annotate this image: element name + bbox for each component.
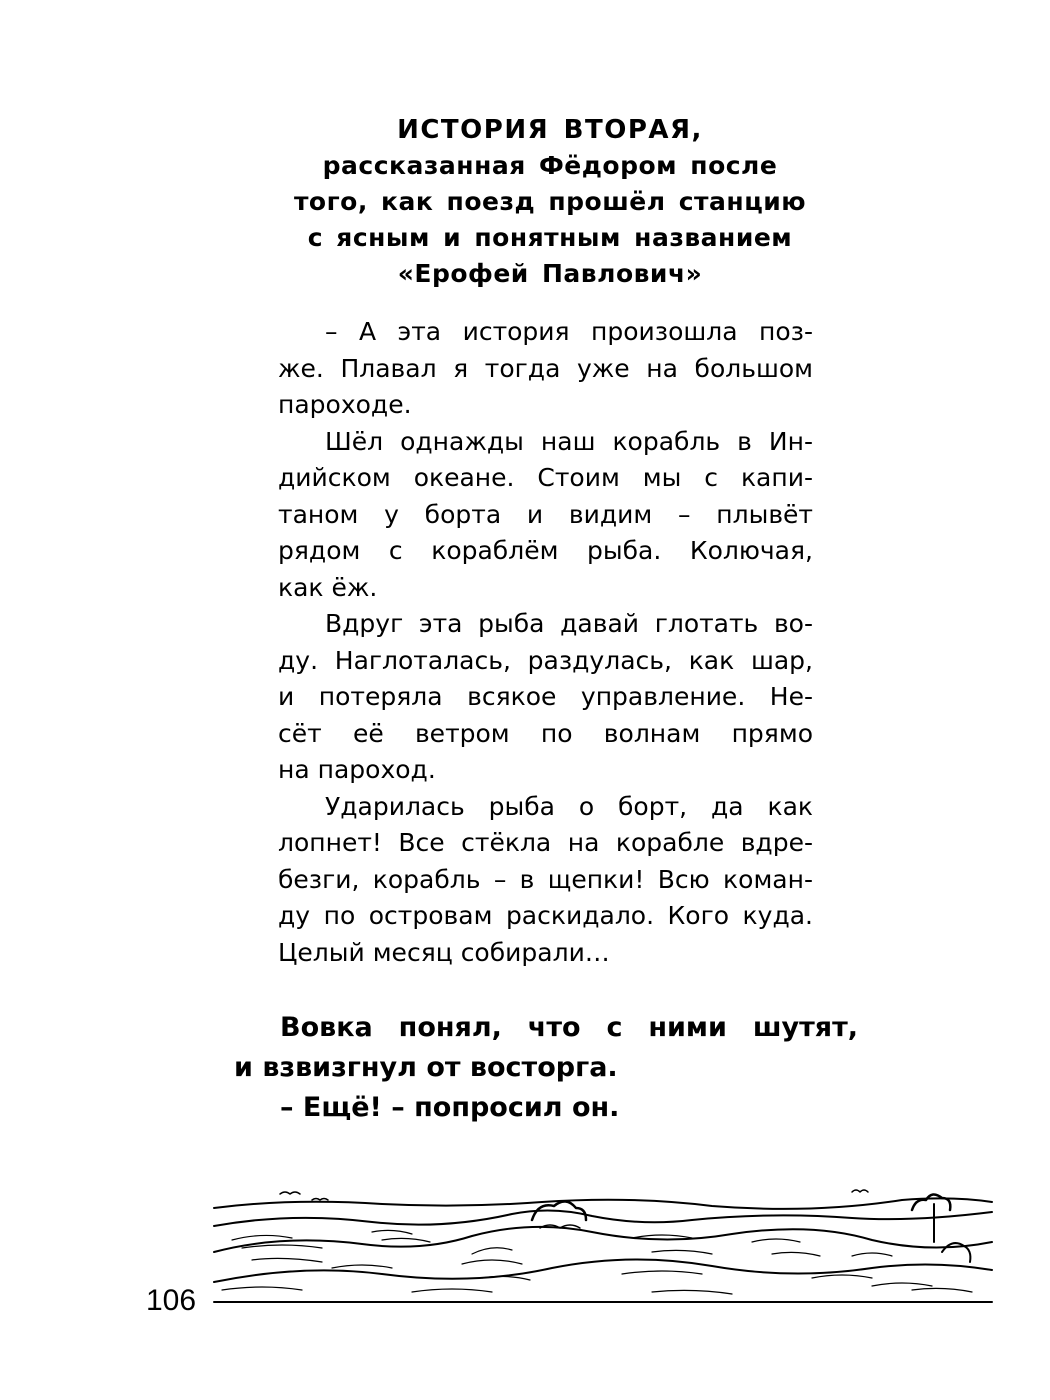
story-line: как ёж. — [278, 572, 378, 602]
story-line: Ударилась рыба о борт, да как — [325, 791, 813, 821]
story-line: безги, корабль – в щепки! Всю коман- — [278, 864, 813, 894]
narration-line: Вовка понял, что с ними шутят, — [280, 1012, 858, 1043]
story-line: таном у борта и видим – плывёт — [278, 499, 813, 529]
story-line: пароходе. — [278, 390, 412, 419]
story-line: рядом с кораблём рыба. Колючая, — [278, 536, 813, 565]
story-line: – А эта история произошла поз- — [325, 317, 813, 346]
story-line: дийском океане. Стоим мы с капи- — [278, 463, 813, 492]
narration-line: – Ещё! – попросил он. — [280, 1092, 620, 1123]
story-line: ду по островам раскидало. Кого куда. — [278, 901, 813, 930]
narration-line: и взвизгнул от восторга. — [234, 1052, 618, 1083]
page-number: 106 — [146, 1284, 197, 1317]
story-line: ду. Наглоталась, раздулась, как шар, — [278, 645, 813, 675]
chapter-subtitle-line: «Ерофей Павлович» — [397, 259, 703, 288]
story-text — [278, 314, 813, 971]
chapter-subtitle-line: с ясным и понятным названием — [307, 223, 793, 252]
landscape-illustration — [212, 1182, 994, 1312]
story-line: Целый месяц собирали… — [278, 937, 610, 967]
narration-text — [234, 1008, 858, 1128]
chapter-subtitle-line: того, как поезд прошёл станцию — [293, 187, 807, 216]
story-line: лопнет! Все стёкла на корабле вдре- — [278, 828, 813, 857]
chapter-heading — [270, 112, 830, 292]
story-line: Шёл однажды наш корабль в Ин- — [325, 426, 813, 456]
story-line: же. Плавал я тогда уже на большом — [278, 353, 813, 383]
story-line: и потеряла всякое управление. Не- — [278, 682, 813, 711]
story-line: на пароход. — [278, 755, 436, 784]
chapter-subtitle-line: рассказанная Фёдором после — [322, 151, 778, 180]
story-line: сёт её ветром по волнам прямо — [278, 718, 813, 748]
story-line: Вдруг эта рыба давай глотать во- — [325, 609, 813, 638]
chapter-title: ИСТОРИЯ ВТОРАЯ, — [397, 115, 703, 145]
